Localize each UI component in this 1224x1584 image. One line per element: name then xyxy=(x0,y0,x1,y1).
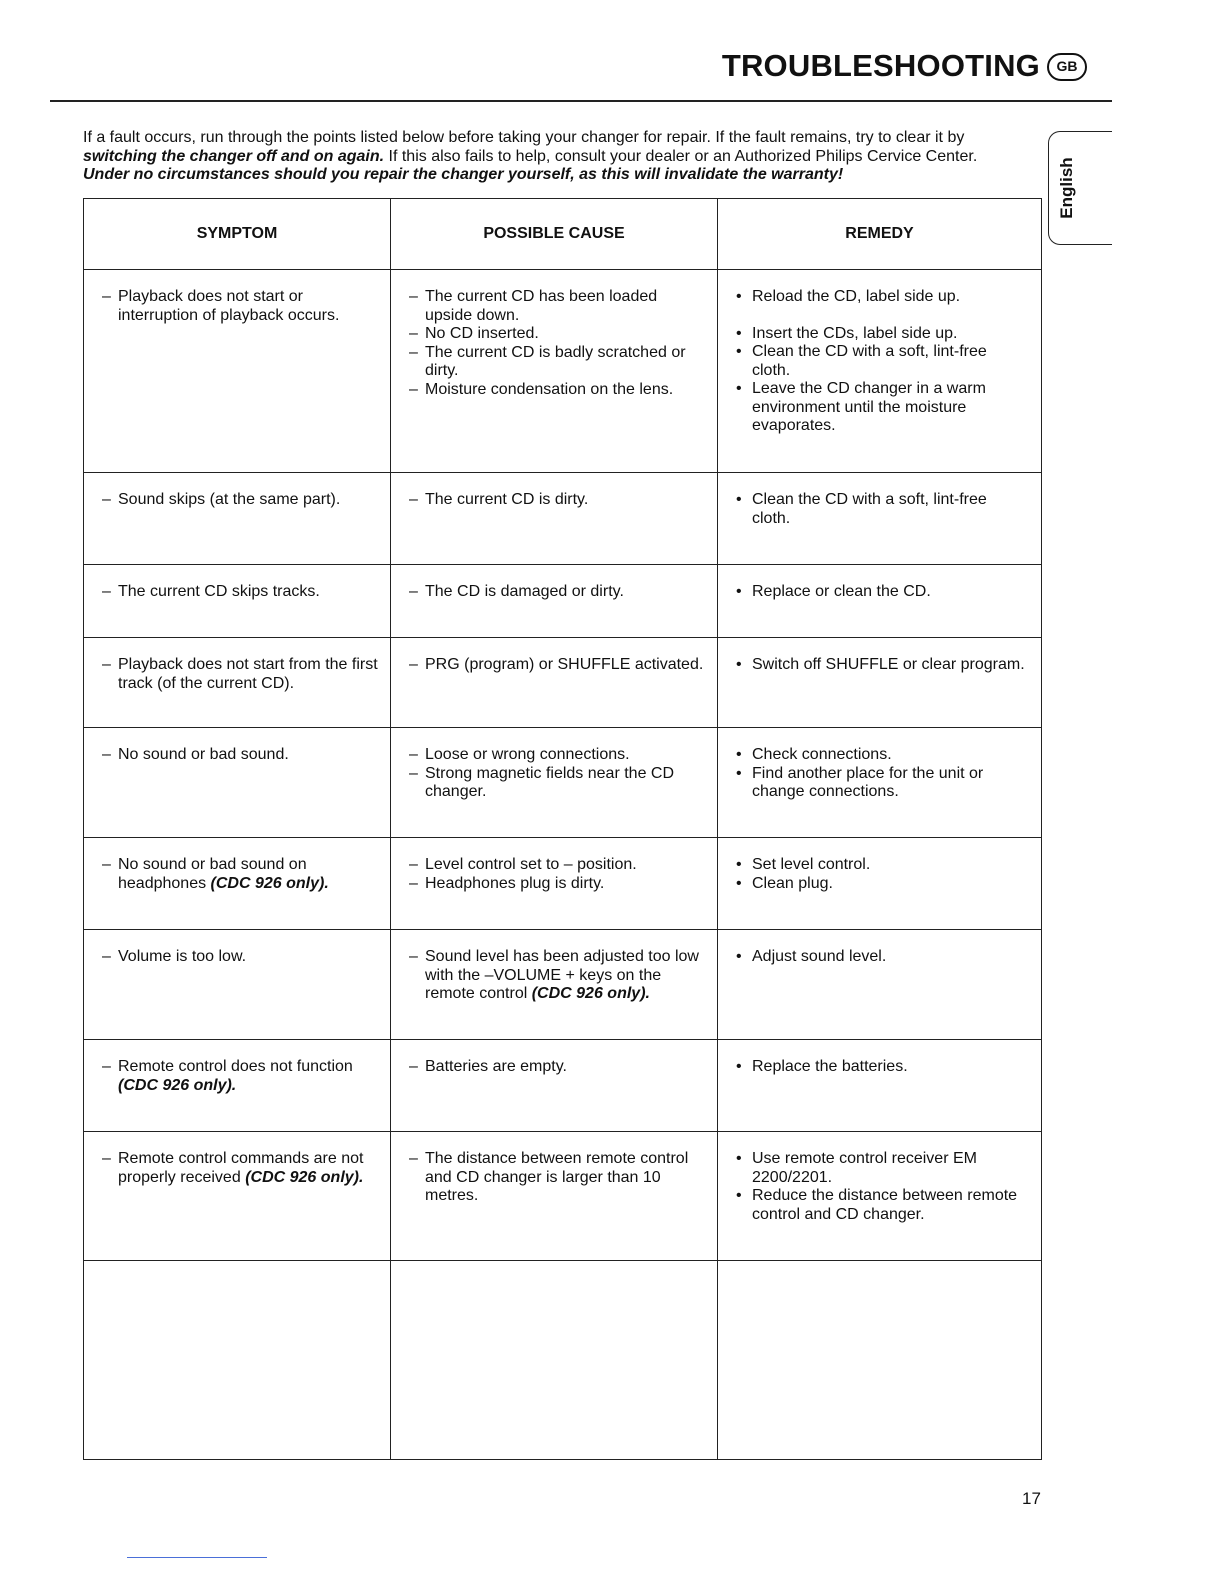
intro-text-2: If this also fails to help, consult your dealer or an Authorized Philips Cervice Center. xyxy=(384,147,978,165)
cause-cell xyxy=(391,1132,718,1261)
list-item: – The current CD has been loaded upside down. xyxy=(409,288,658,324)
intro-text-1: If a fault occurs, run through the points listed below before taking your changer for repair. If the fault remains, try to clear it by xyxy=(83,129,965,146)
list-item: – The current CD is badly scratched or dirty. xyxy=(409,343,686,379)
list-item: • Use remote control receiver EM 2200/2201. xyxy=(736,1150,977,1186)
cause-cell xyxy=(391,838,718,930)
table-row xyxy=(84,1132,1042,1261)
troubleshooting-table xyxy=(83,198,1042,1460)
list-item: – Headphones plug is dirty. xyxy=(409,874,605,892)
remedy-cell xyxy=(718,1132,1042,1261)
list-item: – Level control set to – position. xyxy=(409,856,637,873)
list-item: • Insert the CDs, label side up. xyxy=(736,324,958,342)
symptom-cell xyxy=(84,473,391,565)
list-item: – Playback does not start from the first track (of the current CD). xyxy=(102,656,378,692)
footer-rule xyxy=(127,1557,267,1558)
list-item: • Reload the CD, label side up. xyxy=(736,288,961,305)
symptom-cell xyxy=(84,1132,391,1261)
list-item: • Clean the CD with a soft, lint-free cloth. xyxy=(736,343,987,379)
list-item: – No CD inserted. xyxy=(409,325,539,342)
page-number: 17 xyxy=(1022,1489,1041,1508)
list-item: – No sound or bad sound. xyxy=(102,746,289,763)
cause-cell xyxy=(391,930,718,1040)
column-header-symptom: SYMPTOM xyxy=(84,199,391,270)
list-item: • Find another place for the unit or change connections. xyxy=(736,764,984,800)
remedy-cell xyxy=(718,1040,1042,1132)
intro-paragraph xyxy=(83,129,1033,185)
symptom-cell xyxy=(84,1040,391,1132)
table-row xyxy=(84,1040,1042,1132)
list-item: – Sound skips (at the same part). xyxy=(102,491,341,508)
list-item: – Batteries are empty. xyxy=(409,1058,567,1075)
list-item: • Leave the CD changer in a warm environment until the moisture evaporates. xyxy=(736,380,986,434)
empty-table-row xyxy=(84,1261,1042,1460)
list-item: • Adjust sound level. xyxy=(736,948,887,965)
intro-emphasis-1: switching the changer off and on again. xyxy=(83,147,385,165)
remedy-cell xyxy=(718,728,1042,838)
remedy-cell xyxy=(718,638,1042,728)
symptom-cell xyxy=(84,728,391,838)
symptom-cell xyxy=(84,565,391,638)
cause-cell xyxy=(391,728,718,838)
intro-warning: Under no circumstances should you repair the changer yourself, as this will invalidate the warranty! xyxy=(83,166,844,183)
list-item: – The distance between remote control and CD changer is larger than 10 metres. xyxy=(409,1150,689,1204)
symptom-cell xyxy=(84,930,391,1040)
list-item: – Sound level has been adjusted too low with the –VOLUME + keys on the remote control (CDC 926 only). xyxy=(409,948,699,1002)
cause-cell xyxy=(391,473,718,565)
table-row xyxy=(84,638,1042,728)
list-item: – Remote control commands are not properly received (CDC 926 only). xyxy=(102,1150,364,1186)
table-row xyxy=(84,270,1042,473)
table-row xyxy=(84,838,1042,930)
list-item: • Clean plug. xyxy=(736,874,833,892)
table-row xyxy=(84,728,1042,838)
empty-cell xyxy=(718,1261,1042,1460)
cause-cell xyxy=(391,270,718,473)
table-row xyxy=(84,930,1042,1040)
cause-cell xyxy=(391,638,718,728)
language-badge: GB xyxy=(1047,53,1087,81)
empty-cell xyxy=(391,1261,718,1460)
column-header-remedy: REMEDY xyxy=(718,199,1042,270)
list-item: • Clean the CD with a soft, lint-free cloth. xyxy=(736,491,987,527)
column-header-cause: POSSIBLE CAUSE xyxy=(391,199,718,270)
list-item: • Reduce the distance between remote control and CD changer. xyxy=(736,1187,1018,1223)
list-item: – The current CD skips tracks. xyxy=(102,583,320,600)
list-item: – Strong magnetic fields near the CD changer. xyxy=(409,764,675,800)
cause-cell xyxy=(391,565,718,638)
remedy-cell xyxy=(718,473,1042,565)
remedy-cell xyxy=(718,565,1042,638)
remedy-cell xyxy=(718,838,1042,930)
symptom-cell xyxy=(84,270,391,473)
table-row xyxy=(84,565,1042,638)
empty-cell xyxy=(84,1261,391,1460)
symptom-cell xyxy=(84,838,391,930)
list-item: • Set level control. xyxy=(736,856,871,873)
table-row xyxy=(84,473,1042,565)
page-title: TROUBLESHOOTING xyxy=(721,48,1040,83)
header-divider xyxy=(50,100,1112,102)
list-item: – No sound or bad sound on headphones (CDC 926 only). xyxy=(102,856,329,892)
list-item: – Playback does not start or interruption of playback occurs. xyxy=(102,288,340,324)
list-item: • Replace the batteries. xyxy=(736,1058,908,1075)
remedy-cell xyxy=(718,270,1042,473)
list-item: – The current CD is dirty. xyxy=(409,491,589,508)
list-item: – Volume is too low. xyxy=(102,948,247,965)
remedy-cell xyxy=(718,930,1042,1040)
symptom-cell xyxy=(84,638,391,728)
list-item: • Replace or clean the CD. xyxy=(736,583,931,600)
list-item: – The CD is damaged or dirty. xyxy=(409,583,624,600)
list-item: – Moisture condensation on the lens. xyxy=(409,380,674,398)
list-item: – PRG (program) or SHUFFLE activated. xyxy=(409,656,704,673)
list-item: • Check connections. xyxy=(736,746,892,763)
list-item: – Remote control does not function (CDC 926 only). xyxy=(102,1058,353,1094)
language-tab-label: English xyxy=(1057,157,1076,219)
list-item: • Switch off SHUFFLE or clear program. xyxy=(736,656,1025,673)
cause-cell xyxy=(391,1040,718,1132)
list-item: – Loose or wrong connections. xyxy=(409,746,630,763)
